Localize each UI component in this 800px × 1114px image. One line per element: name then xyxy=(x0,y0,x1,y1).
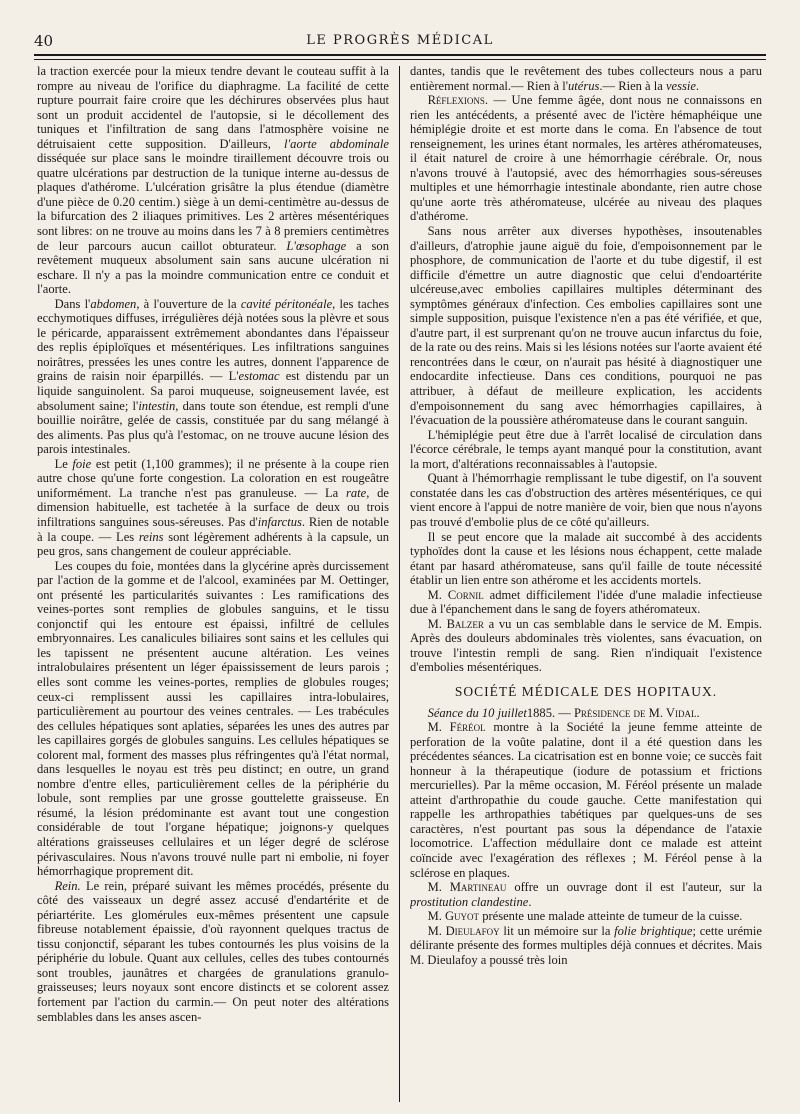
paragraph: Réflexions. — Une femme âgée, dont nous ne connaissons en rien les antécédents, a présenté avec de l'ictère hémaphéique une hémiplégie droite et est morte dans le coma. En l'absence de tout renseignement, les urines étant normales, les artères athéromateuses, il était naturel de croire à une hémorrhagie cérébrale. Or, nous n'avons trouvé à l'autopsié, avec des hémorrhagies sous-séreuses multiples et une hémorrhagie intestinale abondante, rien autre chose qu'une aorte très athéromateuse, ulcérée au niveau des plaques d'athérome. xyxy=(410,93,762,224)
paragraph: dantes, tandis que le revêtement des tubes collecteurs nous a paru entièrement normal.— Rien à l'utérus.— Rien à la vessie. xyxy=(410,64,762,93)
page-number: 40 xyxy=(34,32,54,50)
header-rule-thick xyxy=(34,54,766,56)
paragraph: M. Dieulafoy lit un mémoire sur la folie brightique; cette urémie délirante présente des formes multiples déjà connues et décrites. Mais M. Dieulafoy a poussé très loin xyxy=(410,923,762,967)
paragraph: Sans nous arrêter aux diverses hypothèses, insoutenables d'ailleurs, d'atrophie jaune aiguë du foie, d'empoisonnement par le phosphore, de communication de l'aorte et du tube digestif, il est difficile d'émettre un autre diagnostic que celui d'endoartérite ulcéreuse,avec embolies capillaires multiples déterminant des symptômes généraux d'infection. Ces embolies capillaires sont une simple supposition, puisque l'existence n'en a pas été vérifiée, et que, d'autre part, il est surprenant qu'on ne trouve aucun infarctus du foie, de la rate ou des reins. Mais si les lésions notées sur l'aorte avaient été rencontrées dans le cœur, on n'aurait pas hésité à diagnostiquer une endocardite infectieuse. Dans ces conditions, pourquoi ne pas attribuer, à défaut de meilleure explication, les accidents d'empoisonnement du sang avec hémorrhagies capillaires, à l'évacuation de la poussière athéromateuse dans le courant sanguin. xyxy=(410,224,762,428)
paragraph: Quant à l'hémorrhagie remplissant le tube digestif, on l'a souvent constatée dans les cas d'obstruction des artères mésentériques, ce qui vient encore à l'appui de notre manière de voir, bien que nous n'ayons pas trouvé d'embolie plus de ce côté qu'ailleurs. xyxy=(410,471,762,529)
paragraph: Rein. Le rein, préparé suivant les mêmes procédés, présente du côté des vaisseaux un degré assez accusé d'endartérite et de périartérite. Les glomérules eux-mêmes présentent une capsule fibreuse notablement épaissie, d'où rayonnent quelques tractus de tissu conjonctif, séparant les tubes contournés les plus voisins de la périphérie du lobule. Quant aux cellules, celles des tubes contournés sont troubles, jaunâtres et chargées de granulations granulo-graisseuses; leurs noyaux sont encore distincts et se colorent assez fortement par l'action du carmin.— On peut noter des altérations semblables dans les anses ascen- xyxy=(37,878,389,1024)
paragraph: L'hémiplégie peut être due à l'arrêt localisé de circulation dans l'écorce cérébrale, le temps ayant manqué pour la constitution, avant la mort, d'altérations reconnaissables à l'autopsie. xyxy=(410,427,762,471)
header-rule-thin xyxy=(34,59,766,60)
paragraph: M. Martineau offre un ouvrage dont il est l'auteur, sur la prostitution clandestine. xyxy=(410,880,762,909)
paragraph: M. Balzer a vu un cas semblable dans le service de M. Empis. Après des douleurs abdominales très violentes, sans évacuation, on trouve l'intestin rempli de sang. Rien n'indiquait l'existence d'embolies mésentériques. xyxy=(410,616,762,675)
paragraph: Le foie est petit (1,100 grammes); il ne présente à la coupe rien autre chose qu'une forte congestion. La coloration en est rougeâtre uniformément. La tranche n'est pas granuleuse. — La rate, de dimension habituelle, est tachetée à la surface de deux ou trois infiltrations sanguines sous-séreuses. Pas d'infarctus. Rien de notable à la coupe. — Les reins sont légèrement adhérents à la capsule, un peu gros, sans changement de couleur appréciable. xyxy=(37,456,389,559)
section-title: SOCIÉTÉ MÉDICALE DES HOPITAUX. xyxy=(454,683,718,699)
paragraph: Dans l'abdomen, à l'ouverture de la cavité péritonéale, les taches ecchymotiques diffuses, irrégulières déjà notées sous la plèvre et sous le péricarde, apparaissent extrêmement abondantes dans l'épaisseur des replis épiploïques et mésentériques. Les infiltrations sanguines noirâtres, pressées les unes contre les autres, donnent l'apparence de grains de raisin noir éparpillés. — L'estomac est distendu par un liquide sanguinolent. Sa paroi muqueuse, soigneusement lavée, est absolument saine; l'intestin, dans toute son étendue, est rempli d'une bouillie noirâtre, gelée de cassis, constituée par du sang mélangé à des aliments. Pas plus qu'à l'estomac, on ne trouve aucune lésion des parois intestinales. xyxy=(37,296,389,457)
page-header xyxy=(34,32,766,54)
paragraph: M. Guyot présente une malade atteinte de tumeur de la cuisse. xyxy=(427,909,743,924)
column-divider xyxy=(399,66,400,1102)
paragraph: la traction exercée pour la mieux tendre devant le couteau suffit à la rompre au niveau de l'orifice du diaphragme. La facilité de cette rupture pourrait faire croire que les déchirures observées plus haut sont un produit accidentel de l'autopsie, si le décollement des tuniques et l'infiltration de sang dans l'atmosphère voisine ne détruisaient cette supposition. D'ailleurs, l'aorte abdominale disséquée sur place sans le moindre tiraillement découvre trois ou quatre ulcérations par destruction de la tunique interne au-dessus de plaques d'athérome. L'ulcération grisâtre la plus étendue (diamètre d'une pièce de 0.20 centim.) siège à un demi-centimètre au-dessus de la bifurcation des 2 iliaques primitives. Les 2 artères mésentériques sont libres: on ne trouve au moins dans les 7 à 8 premiers centimètres de leur parcours aucun caillot obturateur. L'œsophage a son revêtement muqueux absolument sain sans aucune ulcération ni eschare. Il n'y a pas la moindre communication entre ce conduit et l'aorte. xyxy=(37,64,389,297)
paragraph: Il se peut encore que la malade ait succombé à des accidents typhoïdes dont la cause et les lésions nous échappent, cette malade étant par hasard athéromateuse, sans qu'il faille de toute nécessité établir un lien entre son athérome et les accidents mortels. xyxy=(410,529,762,588)
journal-title: LE PROGRÈS MÉDICAL xyxy=(306,33,494,48)
paragraph: M. Cornil admet difficilement l'idée d'une maladie infectieuse due à l'épanchement dans le sang de foyers athéromateux. xyxy=(410,587,762,617)
left-column xyxy=(37,64,389,1104)
right-column xyxy=(410,64,762,1104)
paragraph: Les coupes du foie, montées dans la glycérine après durcissement par l'action de la gomme et de l'alcool, examinées par M. Oettinger, ont présenté les particularités suivantes : Les ramifications des veines-portes sont remplies de globules sanguins, et le tissu conjonctif qui les entoure est épaissi, infiltré de cellules embryonnaires. Les canalicules biliaires sont sains et les cellules qui les tapissent ne présentent aucune altération. Les veines intralobulaires présentent un léger épaississement de leurs parois ; elles sont comme les veines-portes, remplies de globules rouges; ceux-ci remplissent aussi les capillaires intra-lobulaires, particulièrement au pourtour des veines centrales. — Les trabécules des cellules hépatiques sont aplaties, séparées les unes des autres par les capillaires gorgés de globules sanguins. Les cellules hépatiques se colorent mal, forment des masses plus réfringentes qu'à l'état normal, dans lesquelles le noyau est très peu distinct; en outre, un grand nombre d'entre elles, particulièrement celles de la périphérie du lobule, sont remplies par une grosse gouttelette graisseuse. En résumé, la lésion prédominante est avant tout une congestion considérable de tout l'organe hépatique; joignons-y quelques altérations graisseuses cellulaires et un léger degré de sclérose périvasculaires. Nous n'avons trouvé nulle part ni embolie, ni foyer hémorrhagique proprement dit. xyxy=(37,558,389,879)
paragraph: M. Féréol montre à la Société la jeune femme atteinte de perforation de la voûte palatine, dont il a été question dans les précédentes séances. La cicatrisation est en bonne voie; ce succès fait honneur à la thérapeutique (iodure de potassium et frictions mercurielles). Par la même occasion, M. Féréol présente un malade atteint d'arthropathie du coude gauche. Cette manifestation qui rappelle les arthropathies tabétiques par quelques-uns de ses caractères, n'est pourtant pas sous la dépendance de l'ataxie locomotrice. L'affection médullaire dont ce malade est atteint coïncide avec l'exagération des réflexes ; M. Féréol pense à la sclérose en plaques. xyxy=(410,720,762,880)
session-line: Séance du 10 juillet1885. — Présidence de M. Vidal. xyxy=(427,705,700,720)
